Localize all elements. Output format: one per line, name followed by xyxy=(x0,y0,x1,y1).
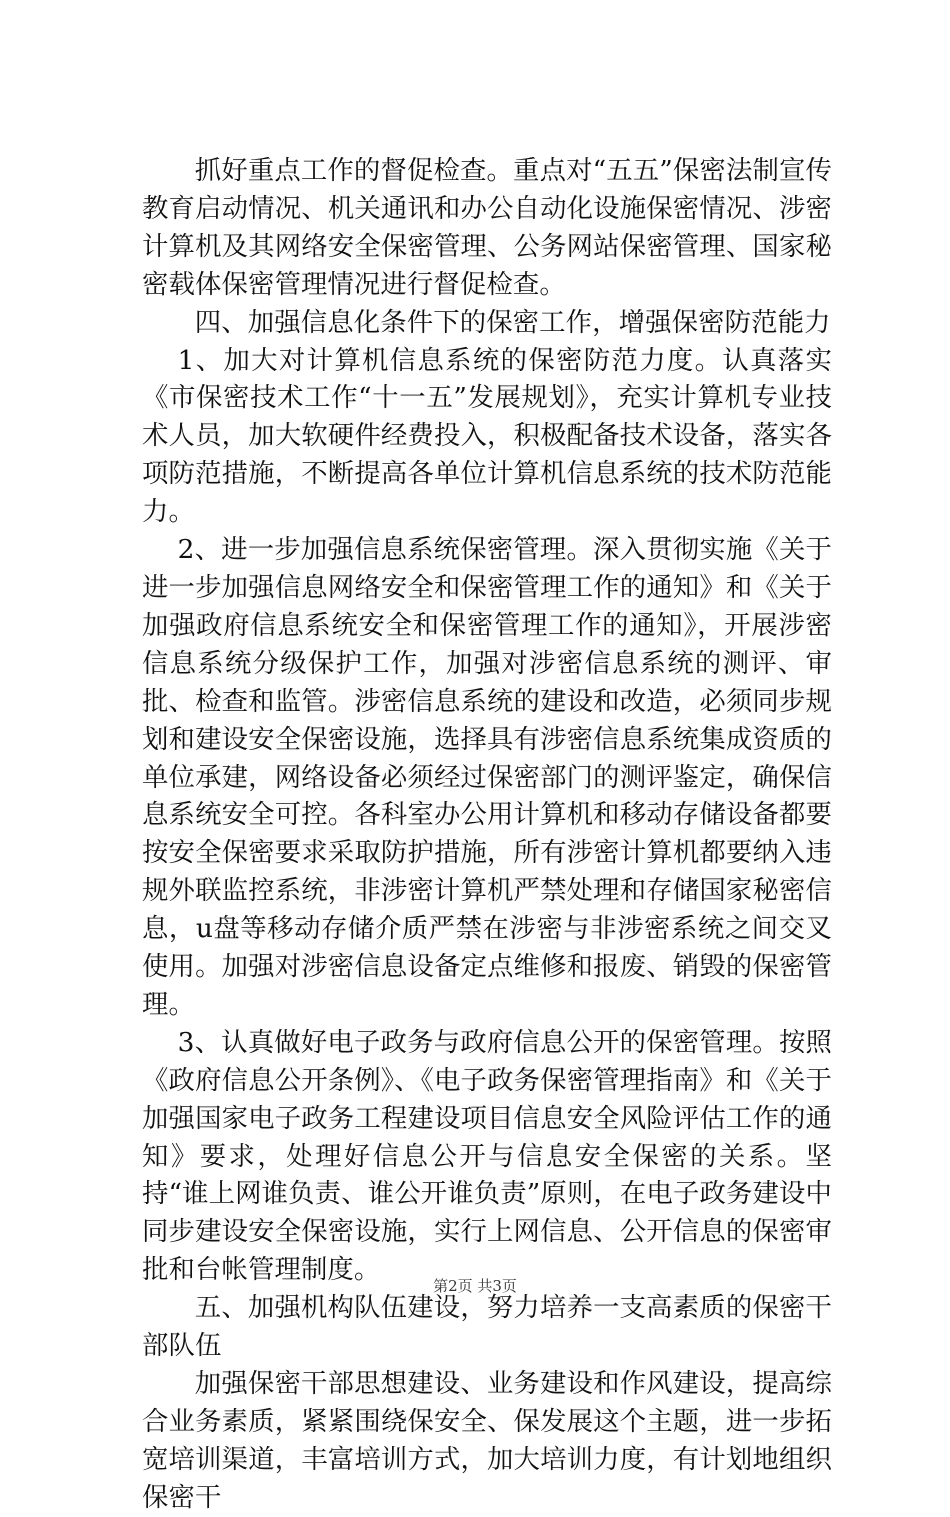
page-number-footer: 第2页 共3页 xyxy=(433,1277,517,1295)
heading-section-four: 四、加强信息化条件下的保密工作，增强保密防范能力 xyxy=(194,306,831,338)
paragraph-item-3: 3、认真做好电子政务与政府信息公开的保密管理。按照《政府信息公开条例》、《电子政务保密管理指南》和《关于加强国家电子政务工程建设项目信息安全风险评估工作的通知》要求，处理好信息公开与信息安全保密的关系。坚持“谁上网谁负责、谁公开谁负责”原则，在电子政务建设中同步建设安全保密设施，实行上网信息、公开信息的保密审批和台帐管理制度。 xyxy=(142,1026,832,1286)
paragraph-supervision-inspection: 抓好重点工作的督促检查。重点对“五五”保密法制宣传教育启动情况、机关通讯和办公自动化设施保密情况、涉密计算机及其网络安全保密管理、公务网站保密管理、国家秘密载体保密管理情况进行督促检查。 xyxy=(142,155,832,300)
paragraph-item-2: 2、进一步加强信息系统保密管理。深入贯彻实施《关于进一步加强信息网络安全和保密管理工作的通知》和《关于加强政府信息系统安全和保密管理工作的通知》，开展涉密信息系统分级保护工作，加强对涉密信息系统的测评、审批、检查和监管。涉密信息系统的建设和改造，必须同步规划和建设安全保密设施，选择具有涉密信息系统集成资质的单位承建，网络设备必须经过保密部门的测评鉴定，确保信息系统安全可控。各科室办公用计算机和移动存储设备都要按安全保密要求采取防护措施，所有涉密计算机都要纳入违规外联监控系统，非涉密计算机严禁处理和存储国家秘密信息，u盘等移动存储介质严禁在涉密与非涉密系统之间交叉使用。加强对涉密信息设备定点维修和报废、销毁的保密管理。 xyxy=(142,534,832,1020)
document-body xyxy=(142,152,832,1517)
heading-section-five: 五、加强机构队伍建设，努力培养一支高素质的保密干部队伍 xyxy=(142,1292,832,1362)
paragraph-item-1: 1、加大对计算机信息系统的保密防范力度。认真落实《市保密技术工作“十一五”发展规划》，充实计算机专业技术人员，加大软硬件经费投入，积极配备技术设备，落实各项防范措施，不断提高各单位计算机信息系统的技术防范能力。 xyxy=(142,344,832,528)
paragraph-cadre-training: 加强保密干部思想建设、业务建设和作风建设，提高综合业务素质，紧紧围绕保安全、保发展这个主题，进一步拓宽培训渠道，丰富培训方式，加大培训力度，有计划地组织保密干 xyxy=(142,1368,832,1513)
